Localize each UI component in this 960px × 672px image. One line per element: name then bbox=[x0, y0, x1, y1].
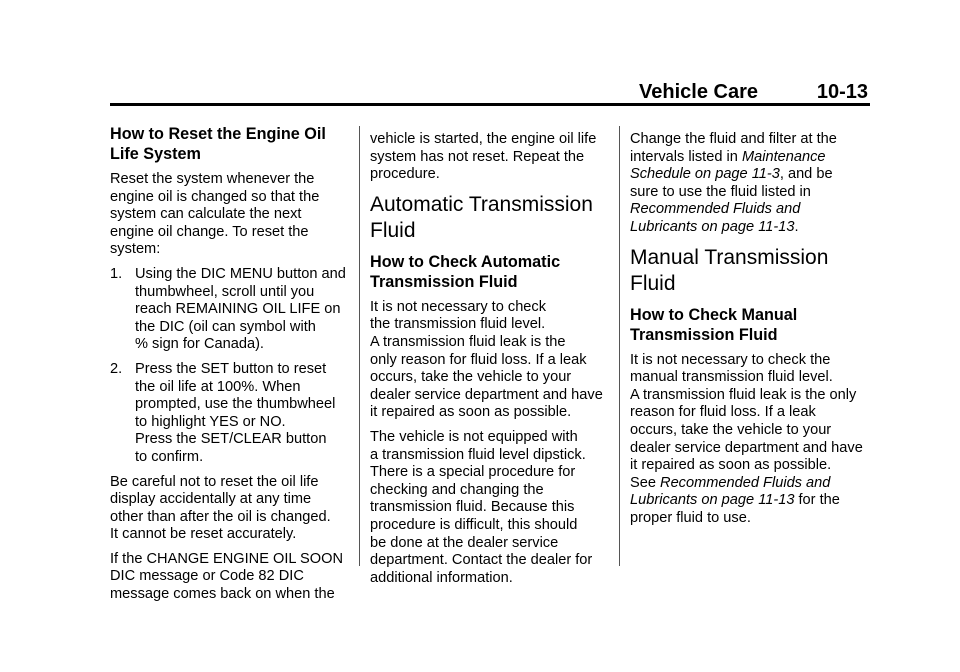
page-header bbox=[110, 78, 870, 104]
column-1: How to Reset the Engine Oil Life System Reset the system whenever the engine oil is changed so that the system can calculate the next engine oil change. To reset the system: 1. Using the DIC MENU button and thumbwheel, scroll until you reach REMAINING OIL LIFE on the DIC (oil can symbol with % sign for Canada). 2. Press the SET button to reset the oil life at 100%. When prompted, use the thumbwheel to highlight YES or NO. Press the SET/CLEAR button to confirm. Be careful not to reset the oil life display accidentally at any time other than after the oil is changed. It cannot be reset accurately. If the CHANGE ENGINE OIL SOON DIC message or Code 82 DIC message comes back on when the bbox=[110, 124, 350, 611]
column-2: vehicle is started, the engine oil life system has not reset. Repeat the procedure. Automatic Transmission Fluid How to Check Automatic Transmission Fluid It is not necessary to check the transmission fluid level. A transmission fluid leak is the only reason for fluid loss. If a leak occurs, take the vehicle to your dealer service department and have it repaired as soon as possible. The vehicle is not equipped with a transmission fluid level dipstick. There is a special procedure for checking and changing the transmission fluid. Because this procedure is difficult, this should be done at the dealer service department. Contact the dealer for additional information. bbox=[370, 124, 610, 594]
heading-check-automatic: How to Check Automatic Transmission Fluid bbox=[370, 252, 561, 291]
column-divider bbox=[619, 126, 620, 566]
link-recommended-fluids[interactable]: Recommended Fluids and bbox=[630, 201, 801, 218]
link-recommended-fluids-2-page[interactable]: Lubricants on page 11-13 bbox=[630, 492, 795, 509]
column-3: Change the fluid and filter at the intervals listed in Maintenance Schedule on page 11-3, and be sure to use the fluid listed in Recommended Fluids and Lubricants on page 11-13. Manual Transmission Fluid How to Check Manual Transmission Fluid It is not necessary to check the manual transmission fluid level. A transmission fluid leak is the only reason for fluid loss. If a leak occurs, take the vehicle to your dealer service department and have it repaired as soon as possible. See Recommended Fluids and Lubricants on page 11-13 for the proper fluid to use. bbox=[630, 124, 870, 535]
list-item-step-2: 2. Press the SET button to reset the oil life at 100%. When prompted, use the thumbwheel to highlight YES or NO. Press the SET/CLEAR button to confirm. bbox=[110, 360, 336, 465]
heading-check-manual: How to Check Manual Transmission Fluid bbox=[630, 305, 798, 344]
column-divider bbox=[359, 126, 360, 566]
link-maintenance-schedule[interactable]: Maintenance bbox=[741, 148, 826, 165]
page-number: 10-13 bbox=[816, 81, 868, 103]
section-manual-transmission-fluid: Manual Transmission Fluid bbox=[630, 245, 829, 295]
header-rule bbox=[110, 103, 870, 106]
heading-reset-oil-life: How to Reset the Engine Oil Life System bbox=[110, 125, 326, 163]
section-title: Vehicle Care bbox=[639, 81, 758, 103]
link-maintenance-schedule-page[interactable]: Schedule on page 11-3 bbox=[630, 166, 780, 183]
section-automatic-transmission-fluid: Automatic Transmission Fluid bbox=[370, 192, 593, 242]
list-item-step-1: 1. Using the DIC MENU button and thumbwheel, scroll until you reach REMAINING OIL LIFE on the DIC (oil can symbol with % sign for Canada). bbox=[110, 265, 346, 353]
link-recommended-fluids-page[interactable]: Lubricants on page 11-13 bbox=[630, 218, 795, 235]
link-recommended-fluids-2[interactable]: Recommended Fluids and bbox=[660, 474, 831, 491]
